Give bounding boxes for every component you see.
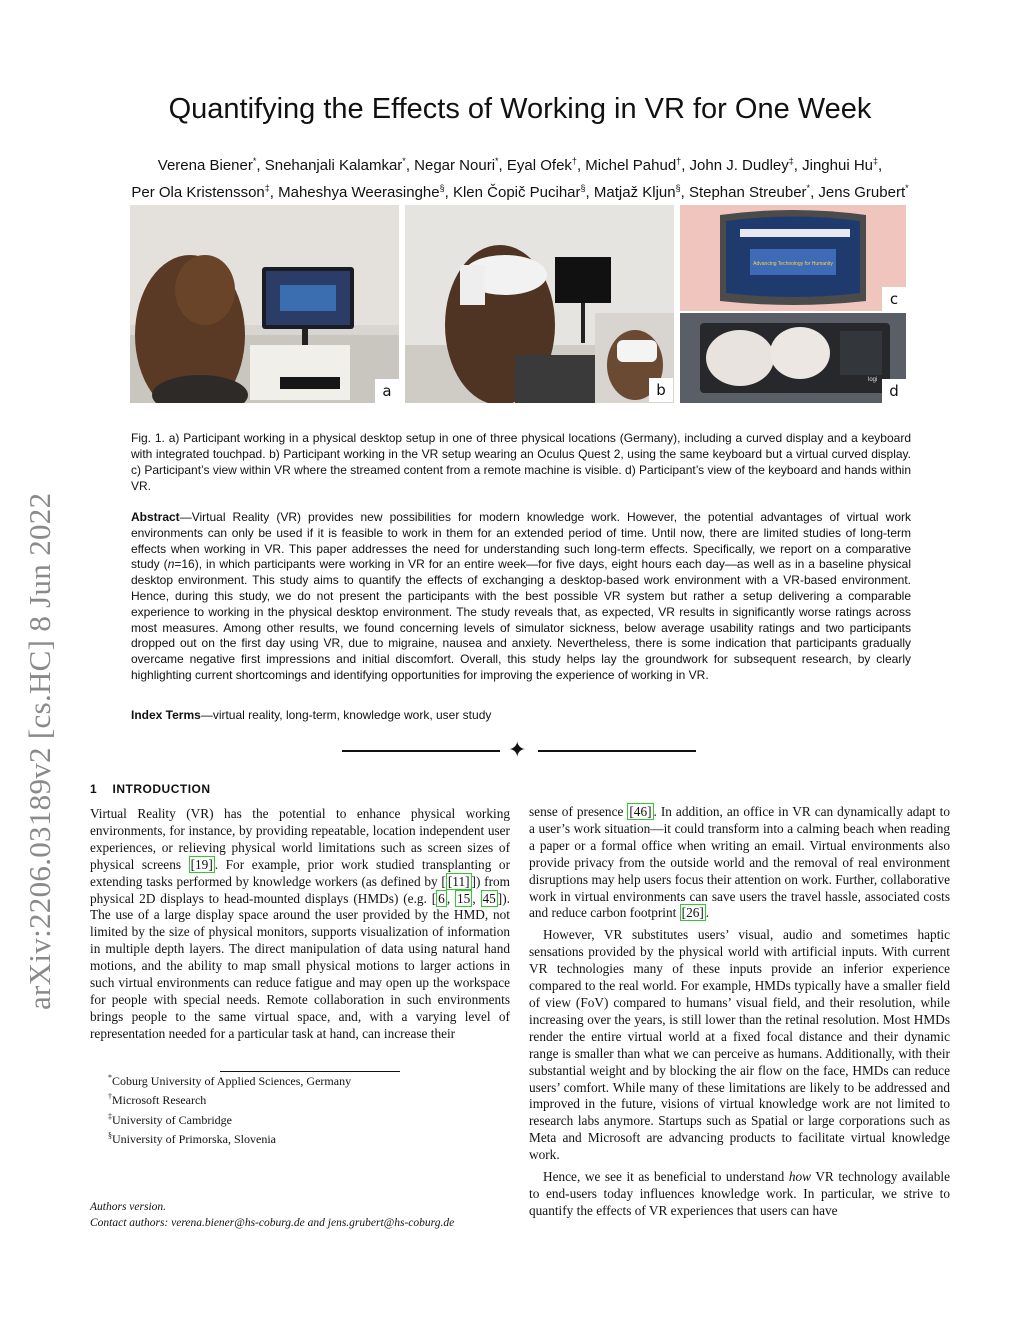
figure-panel-c: [680, 205, 906, 311]
citation-link[interactable]: [11]: [447, 873, 470, 889]
separator-diamond-icon: ✦: [508, 738, 527, 763]
left-column: [90, 806, 510, 1043]
index-terms: Index Terms—virtual reality, long-term, knowledge work, user study: [131, 708, 492, 722]
intro-paragraph-3: However, VR substitutes users’ visual, audio and sometimes haptic sensations provided by the physical world with artificial inputs. With current VR technologies many of these inputs provide an inferior experience compared to the real world. For example, HMDs typically have a smaller field of view (FoV) compared to humans’ visual field, and their resolution, while increasing over the years, is still lower than the retinal resolution. Most HMDs render the entire virtual world at a fixed focal distance and their dynamic range is smaller than what we can perceive as humans. Additionally, with their substantial weight and by blocking the air flow on the face, HMDs can reduce users’ comfort. While many of these limitations are likely to be addressed and improved in the future, visions of virtual knowledge work are not limited to research labs anymore. Startups such as Spatial or large corporations such as Meta and Microsoft are advancing products to facilitate virtual knowledge work.: [529, 927, 950, 1163]
figure-label-d: d: [882, 379, 906, 403]
citation-link[interactable]: [19]: [190, 856, 213, 872]
figure-label-a: a: [375, 379, 399, 403]
figure-panel-d: [680, 313, 906, 403]
author-list: [80, 150, 960, 204]
citation-link[interactable]: 15: [457, 890, 471, 906]
paper-title: Quantifying the Effects of Working in VR for One Week: [168, 93, 872, 125]
keyboard-brand: logi: [868, 377, 878, 383]
footnotes: *Coburg University of Applied Sciences, Germany †Microsoft Research ‡University of Cambridge §University of Primorska, Slovenia: [108, 1073, 352, 1146]
photo-vr-view-screen: [680, 205, 906, 311]
author-line-2: Per Ola Kristensson‡, Maheshya Weerasinghe§, Klen Čopič Pucihar§, Matjaž Kljun§, Stephan Streuber*, Jens Grubert*: [131, 183, 909, 201]
citation-link[interactable]: 45: [482, 890, 496, 906]
right-column: [529, 804, 950, 1220]
photo-desktop-setup: [130, 205, 399, 403]
figure-panel-a: [130, 205, 399, 403]
abstract: Abstract—Virtual Reality (VR) provides new possibilities for modern knowledge work. However, the potential advantages of virtual work environments can only be used if it is feasible to work in them for an extended period of time. Until now, there are limited studies of long-term effects when working in VR. This paper addresses the need for understanding such long-term effects. Specifically, we report on a comparative study (n=16), in which participants were working in VR for an entire week—for five days, eight hours each day—as well as in a baseline physical desktop environment. This study aims to quantify the effects of exchanging a desktop-based work environment with a VR-based environment. Hence, during this study, we do not present the participants with the best possible VR system but rather a setup delivering a comparable experience to working in the physical desktop environment. The study reveals that, as expected, VR results in significantly worse ratings across most measures. Among other results, we found concerning levels of simulator sickness, below average usability ratings and two participants dropped out on the first day using VR, due to migraine, nausea and anxiety. Nevertheless, there is some indication that participants gradually overcame negative first impressions and initial discomfort. Overall, this study helps lay the groundwork for subsequent research, by clearly highlighting current shortcomings and identifying opportunities for improving the experience of working in VR.: [131, 510, 912, 682]
intro-paragraph-1: Virtual Reality (VR) has the potential to enhance physical working environments, for instance, by providing repeatable, location independent user experiences, or relieving physical world limitations such as screen sizes of physical screens [19] . For example, prior work studied transplanting or extending tasks performed by knowledge workers (as defined by [ [11] ]) from physical 2D displays to head-mounted displays (HMDs) (e.g. [ 6 , 15 , 45 ]). The use of a large display space around the user provided by the HMD, not limited by the size of physical monitors, supports visualization of information in multiple depth layers. The direct manipulation of data using natural hand motions, and the ability to map small physical motions to larger actions in such virtual environments can reduce fatigue and may open up the workspace for people with special needs. Remote collaboration in such environments brings people to the same virtual space, and, with a varying level of representation needed for a particular task at hand, can increase their: [90, 806, 511, 1041]
figure-caption: Fig. 1. a) Participant working in a physical desktop setup in one of three physical locations (Germany), including a curved display and a keyboard with integrated touchpad. b) Participant working in the VR setup wearing an Oculus Quest 2, using the same keyboard but a virtual curved display. c) Participant’s view within VR where the streamed content from a remote machine is visible. d) Participant’s view of the keyboard and hands within VR.: [131, 431, 911, 493]
intro-paragraph-4: Hence, we see it as beneficial to understand how VR technology available to end-users today influences knowledge work. In particular, we strive to quantify the effects of VR experiences that users can have: [529, 1169, 950, 1218]
figure-label-c: c: [882, 287, 906, 311]
figure-panel-b: [405, 205, 674, 403]
author: Verena Biener: [157, 157, 253, 174]
arxiv-side-stamp: arXiv:2206.03189v2 [cs.HC] 8 Jun 2022: [22, 492, 57, 1010]
separator-right: [538, 750, 696, 752]
citation-link[interactable]: 6: [438, 890, 445, 906]
figure-label-b: b: [649, 378, 673, 402]
intro-paragraph-2: sense of presence [46] . In addition, an office in VR can dynamically adapt to a user’s work situation—it could transform into a calming beach when reading a paper or a formal office when writing an email. Virtual environments also provide privacy from the outside world and the removal of real environment disruptions may help users focus their attention on work. Further, collaborative work in virtual environments can save users the travel hassle, associated costs and reduce carbon footprint [26] .: [529, 804, 950, 921]
screen-headline: Advancing Technology for Humanity: [753, 261, 833, 267]
contact-info: Authors version. Contact authors: verena.biener@hs-coburg.de and jens.grubert@hs-coburg.de: [90, 1201, 455, 1229]
photo-vr-keyboard-hands: [680, 313, 906, 403]
citation-link[interactable]: [26]: [681, 905, 704, 921]
citation-link[interactable]: [46]: [629, 804, 652, 819]
author-line-1: Verena Biener*, Snehanjali Kalamkar*, Negar Nouri*, Eyal Ofek†, Michel Pahud†, John J. Dudley‡, Jinghui Hu‡,: [157, 156, 883, 174]
photo-vr-setup: [405, 205, 674, 403]
section-heading: 1 INTRODUCTION: [90, 782, 211, 796]
abstract-label: Abstract: [131, 510, 180, 524]
separator-left: [342, 750, 500, 752]
